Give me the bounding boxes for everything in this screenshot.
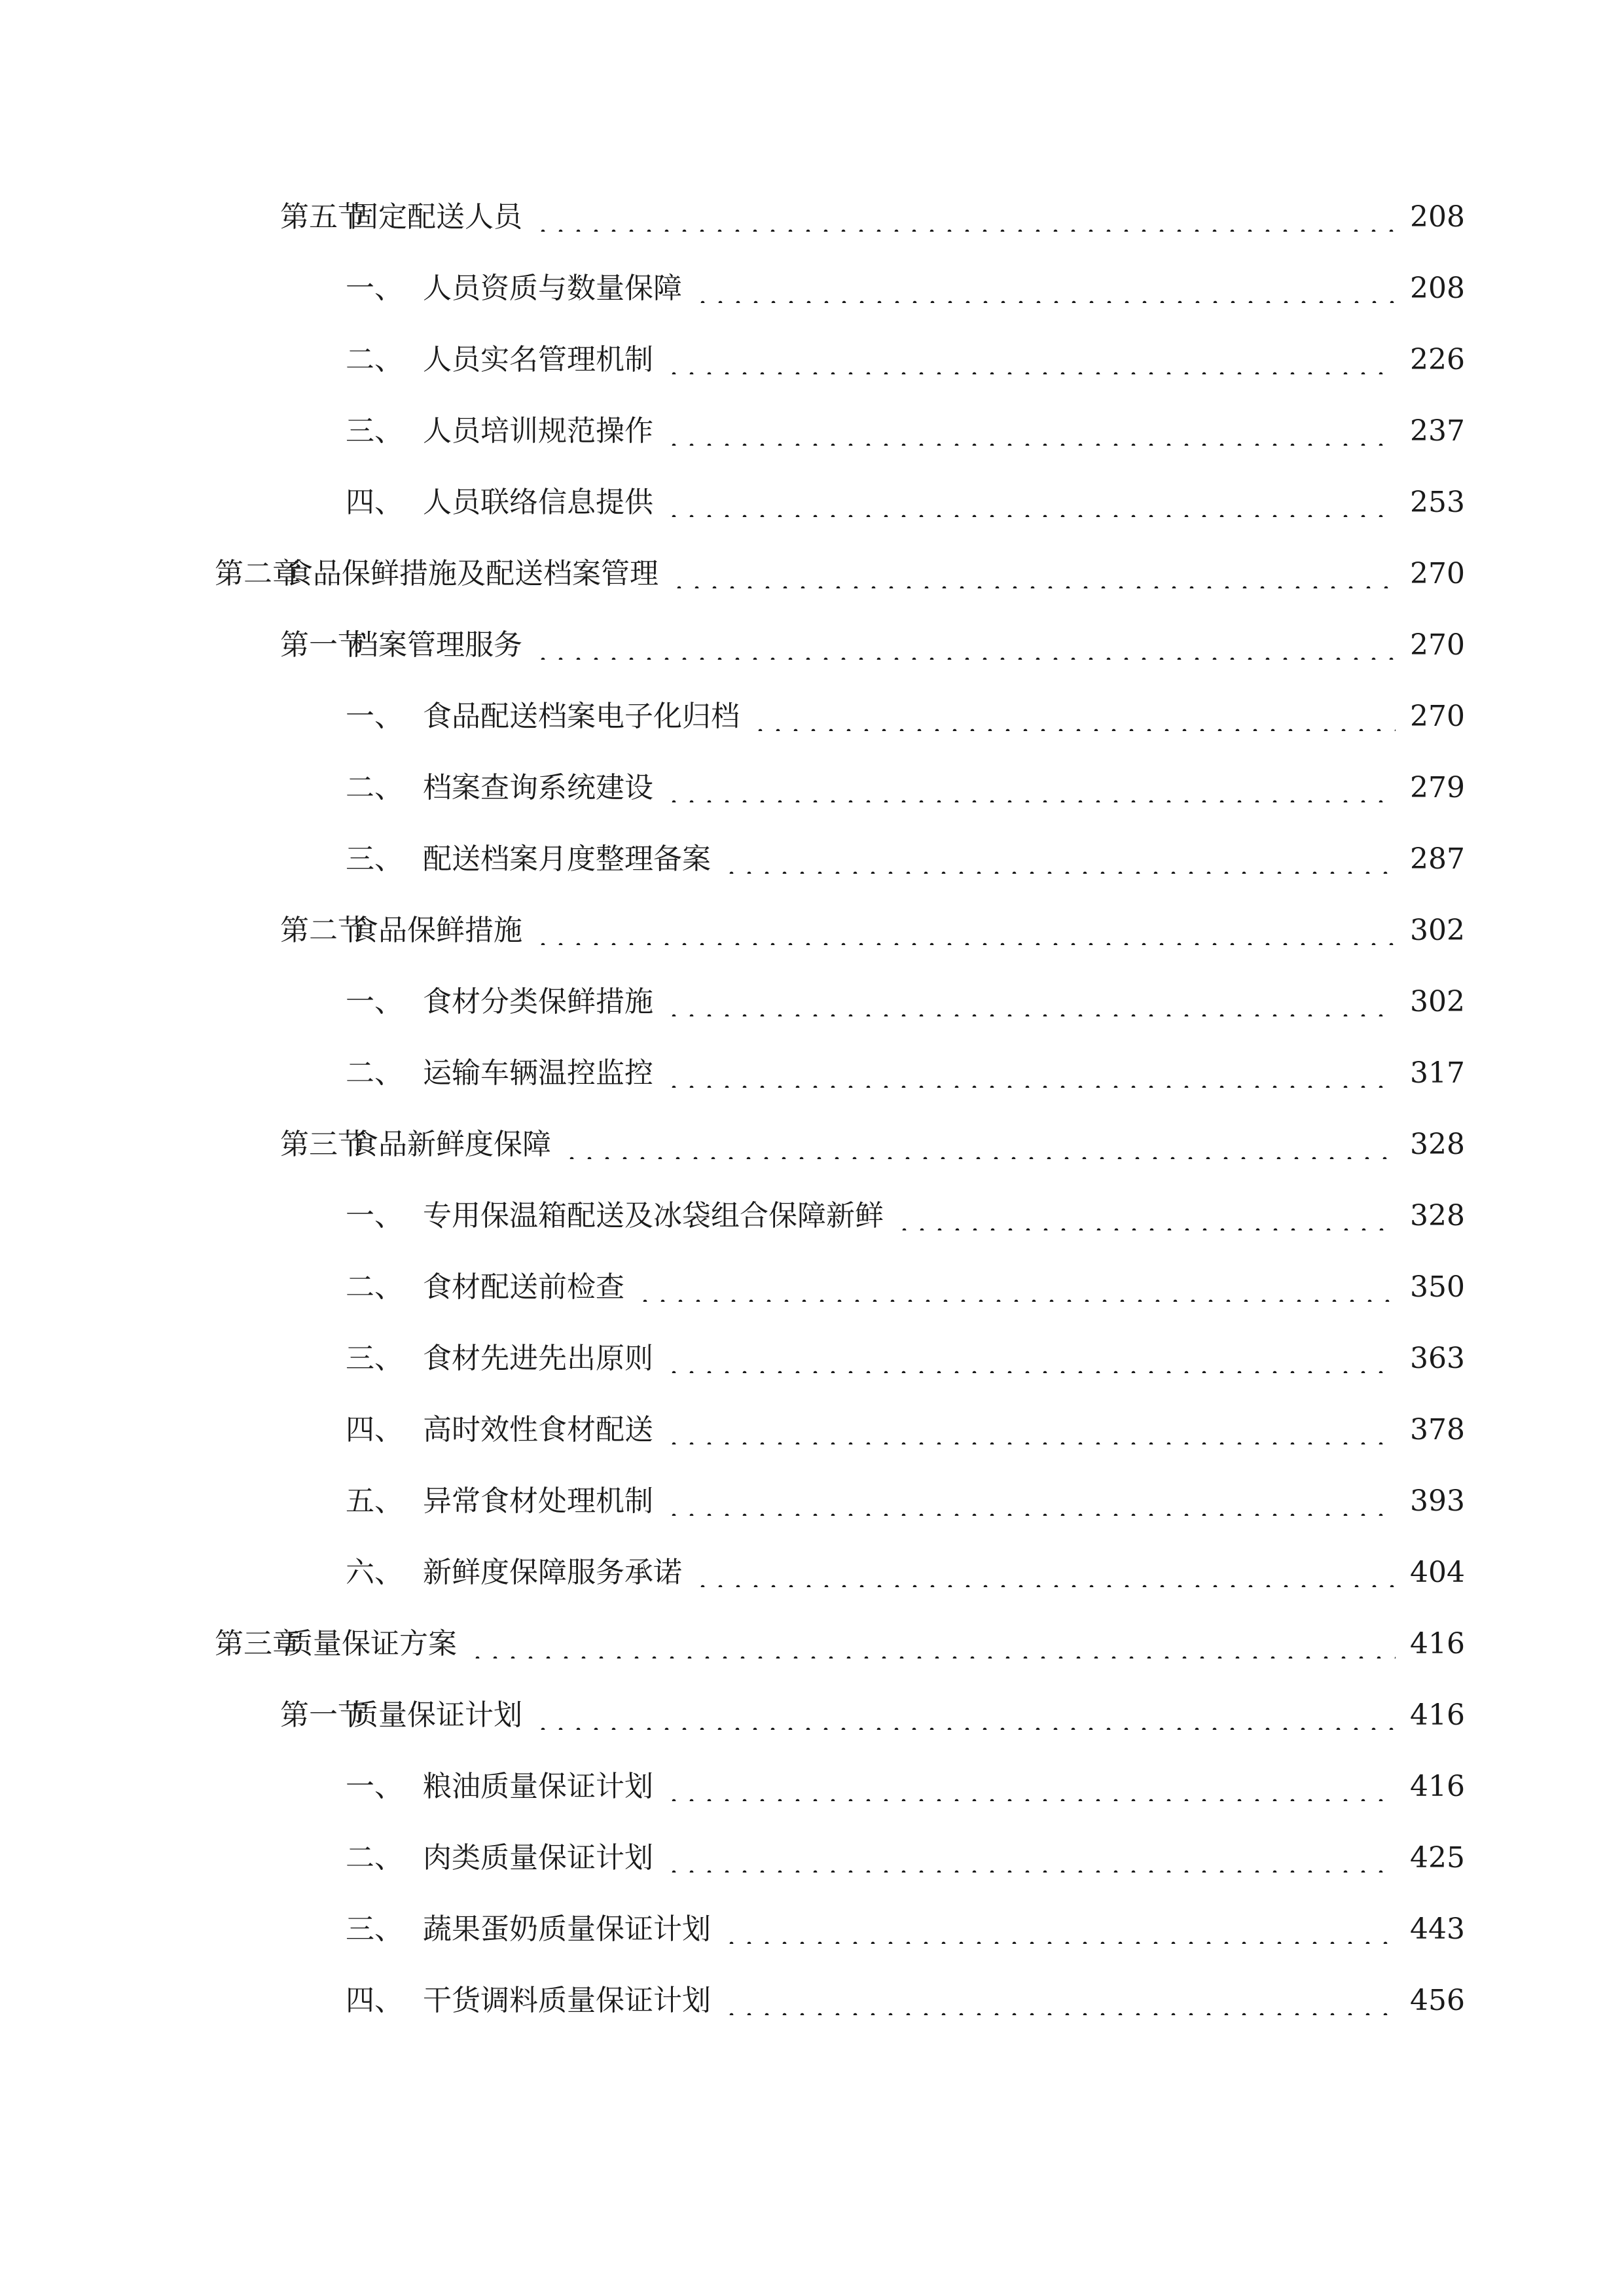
toc-entry-title: 食品保鲜措施 [350, 914, 522, 947]
toc-entry-page: 416 [1410, 1698, 1465, 1732]
toc-entry-page: 302 [1410, 985, 1465, 1018]
toc-entry[interactable] [346, 1047, 1465, 1100]
toc-entry[interactable] [346, 1761, 1465, 1813]
toc-entry-title: 蔬果蛋奶质量保证计划 [423, 1912, 711, 1946]
toc-entry-title: 粮油质量保证计划 [423, 1770, 653, 1803]
toc-entry-page: 270 [1410, 557, 1465, 590]
toc-entry-title: 人员实名管理机制 [423, 343, 653, 376]
toc-entry-number: 三、 [346, 414, 403, 448]
toc-entry[interactable] [280, 619, 1465, 672]
toc-entry[interactable] [346, 762, 1465, 814]
toc-entry[interactable] [346, 405, 1465, 457]
toc-entry[interactable] [346, 476, 1465, 529]
dot-leader [665, 417, 1396, 446]
toc-entry-title: 档案管理服务 [350, 628, 522, 662]
dot-leader [694, 274, 1396, 303]
toc-entry[interactable] [280, 1689, 1465, 1742]
toc-entry-page: 270 [1410, 628, 1465, 662]
toc-entry[interactable] [346, 1475, 1465, 1528]
toc-entry-number: 第二章 [215, 557, 301, 590]
toc-entry[interactable] [346, 1333, 1465, 1385]
toc-entry-page: 279 [1410, 771, 1465, 804]
toc-entry-number: 三、 [346, 1912, 403, 1946]
dot-leader [469, 1630, 1396, 1659]
toc-entry-page: 328 [1410, 1199, 1465, 1232]
toc-entry-page: 378 [1410, 1413, 1465, 1446]
dot-leader [534, 916, 1396, 945]
toc-entry[interactable] [346, 833, 1465, 886]
toc-entry-title: 人员联络信息提供 [423, 486, 653, 519]
toc-entry-title: 固定配送人员 [350, 200, 522, 234]
dot-leader [665, 488, 1396, 517]
toc-entry-page: 456 [1410, 1984, 1465, 2017]
dot-leader [751, 702, 1396, 731]
toc-entry-number: 三、 [346, 1342, 403, 1375]
dot-leader [670, 560, 1396, 588]
toc-entry[interactable] [346, 1261, 1465, 1314]
dot-leader [636, 1273, 1396, 1302]
dot-leader [534, 631, 1396, 660]
toc-entry-page: 253 [1410, 486, 1465, 519]
toc-entry-title: 食品配送档案电子化归档 [423, 700, 740, 733]
toc-entry-number: 第五节 [280, 200, 367, 234]
toc-entry-number: 六、 [346, 1556, 403, 1589]
toc-entry-chapter[interactable] [215, 1618, 1465, 1670]
toc-entry-title: 新鲜度保障服务承诺 [423, 1556, 682, 1589]
toc-entry-number: 第三章 [215, 1627, 301, 1660]
dot-leader [665, 1844, 1396, 1873]
dot-leader [665, 1059, 1396, 1088]
toc-entry-title: 食材先进先出原则 [423, 1342, 653, 1375]
toc-entry-page: 363 [1410, 1342, 1465, 1375]
toc-entry-number: 一、 [346, 985, 403, 1018]
toc-entry-page: 208 [1410, 272, 1465, 305]
toc-entry-page: 350 [1410, 1270, 1465, 1304]
toc-entry-title: 运输车辆温控监控 [423, 1056, 653, 1090]
dot-leader [723, 845, 1396, 874]
toc-entry[interactable] [346, 1547, 1465, 1599]
dot-leader [895, 1202, 1396, 1230]
dot-leader [694, 1558, 1396, 1587]
toc-entry-title: 干货调料质量保证计划 [423, 1984, 711, 2017]
toc-entry[interactable] [280, 1119, 1465, 1171]
toc-entry-number: 一、 [346, 272, 403, 305]
toc-entry-number: 三、 [346, 842, 403, 876]
toc-entry-title: 人员培训规范操作 [423, 414, 653, 448]
toc-entry[interactable] [346, 1404, 1465, 1456]
toc-entry-number: 五、 [346, 1484, 403, 1518]
toc-entry-page: 270 [1410, 700, 1465, 733]
toc-entry-title: 食品保鲜措施及配送档案管理 [284, 557, 659, 590]
dot-leader [665, 1487, 1396, 1516]
toc-entry[interactable] [346, 976, 1465, 1028]
toc-entry-number: 二、 [346, 343, 403, 376]
toc-entry-number: 第一节 [280, 628, 367, 662]
dot-leader [723, 1915, 1396, 1944]
dot-leader [665, 774, 1396, 802]
toc-entry-page: 425 [1410, 1841, 1465, 1874]
dot-leader [563, 1130, 1396, 1159]
toc-entry-page: 393 [1410, 1484, 1465, 1518]
toc-entry-page: 208 [1410, 200, 1465, 234]
toc-entry-title: 配送档案月度整理备案 [423, 842, 711, 876]
toc-entry-title: 档案查询系统建设 [423, 771, 653, 804]
dot-leader [665, 346, 1396, 374]
dot-leader [665, 1772, 1396, 1801]
toc-entry-number: 二、 [346, 1841, 403, 1874]
toc-entry-number: 二、 [346, 771, 403, 804]
toc-entry-title: 人员资质与数量保障 [423, 272, 682, 305]
toc-entry-number: 第三节 [280, 1128, 367, 1161]
toc-entry-title: 异常食材处理机制 [423, 1484, 653, 1518]
toc-entry-title: 食品新鲜度保障 [350, 1128, 551, 1161]
toc-entry-title: 食材分类保鲜措施 [423, 985, 653, 1018]
toc-entry-page: 443 [1410, 1912, 1465, 1946]
toc-entry-title: 高时效性食材配送 [423, 1413, 653, 1446]
toc-entry-number: 四、 [346, 486, 403, 519]
dot-leader [665, 1344, 1396, 1373]
toc-entry-page: 237 [1410, 414, 1465, 448]
toc-entry-title: 质量保证计划 [350, 1698, 522, 1732]
toc-entry[interactable] [346, 1190, 1465, 1242]
dot-leader [723, 1986, 1396, 2015]
toc-entry-title: 肉类质量保证计划 [423, 1841, 653, 1874]
toc-entry-number: 四、 [346, 1984, 403, 2017]
toc-entry-page: 404 [1410, 1556, 1465, 1589]
dot-leader [534, 1701, 1396, 1730]
toc-entry-page: 302 [1410, 914, 1465, 947]
toc-entry-number: 一、 [346, 1770, 403, 1803]
toc-entry-title: 专用保温箱配送及冰袋组合保障新鲜 [423, 1199, 884, 1232]
toc-entry-page: 416 [1410, 1770, 1465, 1803]
toc-entry-page: 226 [1410, 343, 1465, 376]
toc-entry-number: 二、 [346, 1056, 403, 1090]
toc-entry-chapter[interactable] [215, 548, 1465, 600]
toc-entry[interactable] [280, 191, 1465, 243]
dot-leader [665, 1416, 1396, 1444]
toc-entry-number: 四、 [346, 1413, 403, 1446]
toc-entry[interactable] [346, 691, 1465, 743]
toc-entry[interactable] [346, 1903, 1465, 1956]
toc-entry-title: 质量保证方案 [284, 1627, 457, 1660]
toc-entry-page: 287 [1410, 842, 1465, 876]
toc-entry[interactable] [280, 905, 1465, 957]
toc-entry[interactable] [346, 1975, 1465, 2027]
dot-leader [534, 203, 1396, 232]
toc-entry-page: 328 [1410, 1128, 1465, 1161]
toc-entry-title: 食材配送前检查 [423, 1270, 624, 1304]
toc-entry[interactable] [346, 334, 1465, 386]
toc-entry[interactable] [346, 262, 1465, 315]
dot-leader [665, 988, 1396, 1016]
toc-entry[interactable] [346, 1832, 1465, 1884]
toc-entry-page: 317 [1410, 1056, 1465, 1090]
toc-entry-number: 第二节 [280, 914, 367, 947]
toc-entry-number: 一、 [346, 700, 403, 733]
toc-entry-page: 416 [1410, 1627, 1465, 1660]
toc-entry-number: 第一节 [280, 1698, 367, 1732]
toc-entry-number: 二、 [346, 1270, 403, 1304]
toc-entry-number: 一、 [346, 1199, 403, 1232]
